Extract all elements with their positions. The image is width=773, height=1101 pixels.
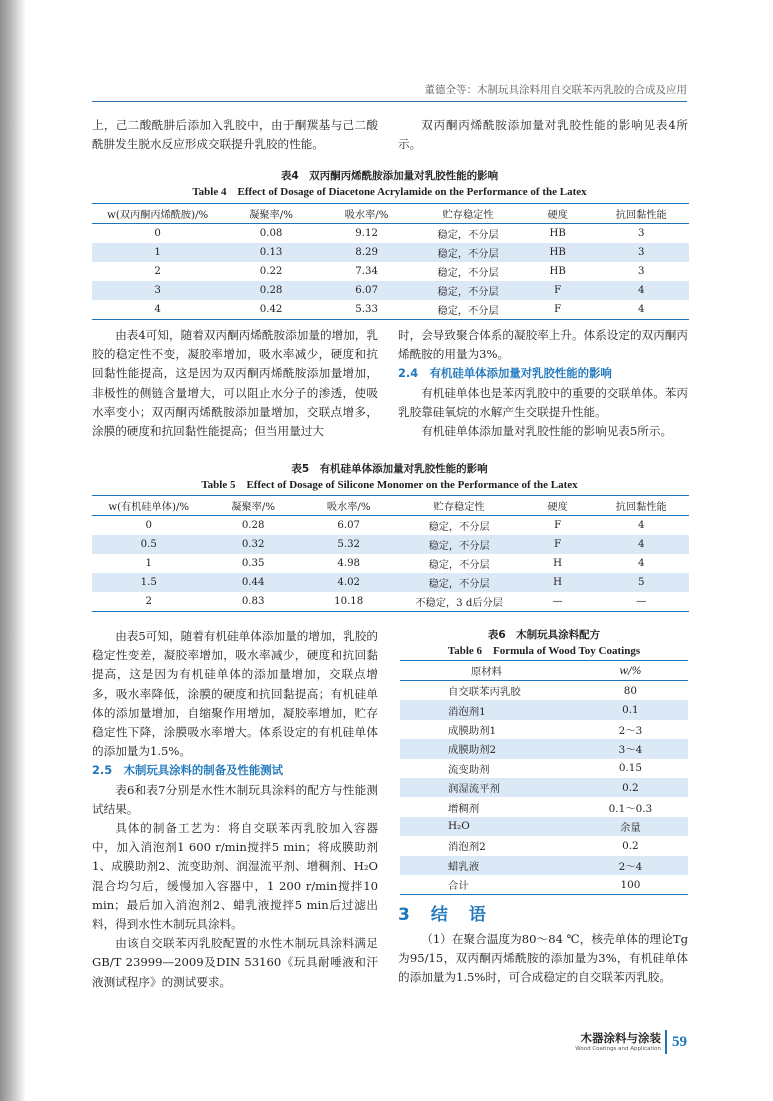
table-cell: 5 xyxy=(593,573,689,592)
table-cell: 消泡剂1 xyxy=(400,700,573,719)
table5-caption xyxy=(92,461,687,493)
table5-title-en: Table 5 Effect of Dosage of Silicone Monomer on the Performance of the Latex xyxy=(201,479,578,491)
paragraph: 有机硅单体添加量对乳胶性能的影响见表5所示。 xyxy=(421,424,673,439)
table-cell: 蜡乳液 xyxy=(400,856,573,875)
table6-header: 原材料 xyxy=(400,661,573,681)
table6-title-en: Table 6 Formula of Wood Toy Coatings xyxy=(447,645,641,657)
table-cell: 不稳定，3 d后分层 xyxy=(396,592,521,612)
table-cell: 0.32 xyxy=(205,535,301,554)
table-cell: HB xyxy=(549,266,566,277)
table-cell: 0.13 xyxy=(223,243,319,262)
page-footer xyxy=(575,1030,687,1054)
table-cell: 10.18 xyxy=(301,592,397,612)
table-row xyxy=(400,759,688,778)
table-cell: 9.12 xyxy=(355,228,378,239)
table-cell: 5.32 xyxy=(301,535,397,554)
table-cell: H₂O xyxy=(400,817,573,836)
table-cell: 3 xyxy=(637,266,645,277)
table4-header: 贮存稳定性 xyxy=(414,204,521,224)
table-row xyxy=(400,700,688,719)
table-cell: 消泡剂2 xyxy=(448,841,486,854)
table-cell: 4 xyxy=(593,300,689,320)
table-cell: 润湿流平剂 xyxy=(400,778,573,797)
table-cell: 5.33 xyxy=(319,300,415,320)
right-top-text xyxy=(398,116,688,154)
table-row xyxy=(400,797,688,816)
table-cell: 0.28 xyxy=(223,281,319,300)
table-cell: 3 xyxy=(92,281,223,300)
table-cell: 稳定，不分层 xyxy=(428,522,490,533)
table5-header: 吸水率/% xyxy=(301,496,397,516)
table-cell: 3 xyxy=(637,228,645,239)
table5-header: w(有机硅单体)/% xyxy=(92,496,205,516)
paragraph: 时，会导致聚合体系的凝胶率上升。体系设定的双丙酮丙烯酰胺的用量为3%。 xyxy=(398,328,688,362)
table4-header: 抗回黏性能 xyxy=(593,204,689,224)
journal-title-zh: 木器涂料与涂装 xyxy=(580,1031,661,1045)
table-cell: 0.2 xyxy=(622,839,639,852)
table-cell: 2 xyxy=(154,266,161,277)
table-cell: — xyxy=(522,592,594,612)
table-row xyxy=(92,535,689,554)
table-cell: 4.98 xyxy=(337,558,361,569)
table-cell: 流变助剂 xyxy=(448,763,490,776)
table-cell: 6.07 xyxy=(337,520,361,531)
table-cell: F xyxy=(554,520,562,531)
table-cell: 0.83 xyxy=(205,592,301,612)
table4-caption xyxy=(92,168,687,200)
table-row xyxy=(92,281,689,300)
table6-caption xyxy=(400,627,688,659)
header-rule xyxy=(92,101,687,102)
table5-header: 贮存稳定性 xyxy=(396,496,521,516)
table-cell: F xyxy=(522,281,594,300)
table-cell: HB xyxy=(549,228,566,239)
table5-title-zh: 表5 有机硅单体添加量对乳胶性能的影响 xyxy=(291,463,488,475)
table-cell: F xyxy=(522,300,594,320)
table-cell: 0.22 xyxy=(259,266,283,277)
table5-header: 硬度 xyxy=(522,496,594,516)
table-row xyxy=(400,856,688,875)
journal-title xyxy=(575,1031,661,1053)
table-cell: 合计 xyxy=(400,875,573,895)
table-cell: — xyxy=(593,592,689,612)
page-number: 59 xyxy=(672,1033,687,1050)
table-cell: 0.28 xyxy=(241,520,265,531)
table-cell: 增稠剂 xyxy=(448,802,480,815)
table4-title-en: Table 4 Effect of Dosage of Diacetone Acrylamide on the Performance of the Latex xyxy=(192,186,587,198)
table-row xyxy=(92,592,689,612)
table-cell: 成膜助剂2 xyxy=(400,739,573,758)
table-cell: 0.2 xyxy=(573,778,688,797)
right-mid-text xyxy=(398,326,688,441)
table-cell: H xyxy=(553,558,563,569)
table-cell: F xyxy=(522,535,594,554)
table-cell: 1 xyxy=(145,558,152,569)
left-mid-text xyxy=(92,326,378,441)
table4-header: w(双丙酮丙烯酰胺)/% xyxy=(92,204,223,224)
table-cell: 1 xyxy=(92,243,223,262)
table-cell: 0.42 xyxy=(223,300,319,320)
table-cell: 0.1 xyxy=(573,700,688,719)
paragraph: 上，己二酸酰肼后添加入乳胶中，由于酮羰基与己二酸酰肼发生脱水反应形成交联提升乳胶的性能。 xyxy=(92,118,378,152)
table-cell: H xyxy=(522,573,594,592)
table-row xyxy=(92,300,689,320)
table-cell: 0.1～0.3 xyxy=(608,802,653,815)
table-row xyxy=(92,224,689,244)
table6-title-zh: 表6 木制玩具涂料配方 xyxy=(487,629,601,641)
table-cell: 稳定，不分层 xyxy=(414,243,521,262)
table-row xyxy=(400,739,688,758)
paragraph: 由表4可知，随着双丙酮丙烯酰胺添加量的增加，乳胶的稳定性不变，凝胶率增加，吸水率减少，硬度和抗回黏性能提高，这是因为双丙酮丙烯酰胺添加量增加，非极性的侧链含量增大，可以阻止水分子的渗透，使吸水率变小；双丙酮丙烯酰胺添加量增加，交联点增多，涂膜的硬度和抗回黏性能提高；但当用量过大 xyxy=(92,328,378,439)
table-cell: 稳定，不分层 xyxy=(396,535,521,554)
table-cell: 稳定，不分层 xyxy=(396,573,521,592)
table-row xyxy=(92,516,689,536)
table5-header: 凝聚率/% xyxy=(205,496,301,516)
table-cell: 4 xyxy=(92,300,223,320)
journal-title-en: Wood Coatings and Application xyxy=(575,1046,661,1052)
table4-title-zh: 表4 双丙酮丙烯酰胺添加量对乳胶性能的影响 xyxy=(280,170,499,182)
table-cell: 0.5 xyxy=(92,535,205,554)
conclusion-section xyxy=(398,902,688,988)
paragraph: 表6和表7分别是水性木制玩具涂料的配方与性能测试结果。 xyxy=(92,782,378,816)
paragraph: 由该自交联苯丙乳胶配置的水性木制玩具涂料满足GB/T 23999—2009及DIN 53160《玩具耐唾液和汗液测试程序》的测试要求。 xyxy=(92,936,378,989)
table-cell: 稳定，不分层 xyxy=(437,268,499,279)
table-cell: 0.35 xyxy=(241,558,265,569)
table-cell: 0.08 xyxy=(259,228,283,239)
table-row xyxy=(400,720,688,739)
table-cell: 4 xyxy=(637,520,645,531)
table-cell: 稳定，不分层 xyxy=(428,560,490,571)
table-cell: 3～4 xyxy=(573,739,688,758)
table-cell: 2～4 xyxy=(573,856,688,875)
table-cell: 100 xyxy=(573,875,688,895)
paragraph: （1）在聚合温度为80～84 ℃，核壳单体的理论Tg为95/15，双丙酮丙烯酰胺的添加量为3%，有机硅单体的添加量为1.5%时，可合成稳定的自交联苯丙乳胶。 xyxy=(398,932,688,985)
table-cell: 3 xyxy=(593,243,689,262)
table-cell: 2～3 xyxy=(618,724,643,737)
section-heading-3: 3 结 语 xyxy=(398,905,488,925)
table-cell: 0 xyxy=(154,228,161,239)
section-heading-2-5: 2.5 木制玩具涂料的制备及性能测试 xyxy=(92,763,284,778)
paragraph: 双丙酮丙烯酰胺添加量对乳胶性能的影响见表4所示。 xyxy=(398,118,688,152)
table-cell: 4 xyxy=(637,558,645,569)
table-cell: 自交联苯丙乳胶 xyxy=(448,686,521,699)
table-cell: 2 xyxy=(92,592,205,612)
table-cell: 成膜助剂1 xyxy=(448,724,497,737)
footer-divider xyxy=(665,1030,667,1054)
table-cell: 0 xyxy=(145,520,152,531)
table-cell: 稳定，不分层 xyxy=(414,281,521,300)
table-cell: 0.15 xyxy=(618,762,642,775)
table-cell: 余量 xyxy=(573,817,688,836)
table-row xyxy=(400,778,688,797)
table-cell: 稳定，不分层 xyxy=(414,300,521,320)
table-cell: HB xyxy=(522,243,594,262)
table-row xyxy=(400,875,688,895)
table5 xyxy=(92,495,689,612)
table6-header: w/% xyxy=(573,661,688,681)
table4-header: 凝聚率/% xyxy=(223,204,319,224)
table-row xyxy=(92,554,689,573)
table5-header: 抗回黏性能 xyxy=(593,496,689,516)
table4-header: 吸水率/% xyxy=(319,204,415,224)
table-cell: 4 xyxy=(593,535,689,554)
section-heading-2-4: 2.4 有机硅单体添加量对乳胶性能的影响 xyxy=(398,366,612,381)
table-cell: 4 xyxy=(593,281,689,300)
table-row xyxy=(400,836,688,855)
table-row xyxy=(92,262,689,281)
table-cell: 80 xyxy=(623,684,638,697)
table-cell: 4.02 xyxy=(301,573,397,592)
table-row xyxy=(400,681,688,701)
table-row xyxy=(92,573,689,592)
table-row xyxy=(92,243,689,262)
paragraph: 由表5可知，随着有机硅单体添加量的增加，乳胶的稳定性变差，凝胶率增加，吸水率减少，硬度和抗回黏提高，这是因为有机硅单体的添加量增加，交联点增多，吸水率降低，涂膜的硬度和抗回黏提高；有机硅单体的添加量增加，自缩聚作用增加，凝胶率增加，贮存稳定性下降，涂膜吸水率增大。体系设定的有机硅单体的添加量为1.5%。 xyxy=(92,629,378,759)
paragraph: 具体的制备工艺为：将自交联苯丙乳胶加入容器中，加入消泡剂1 600 r/min搅拌5 min；将成膜助剂1、成膜助剂2、流变助剂、润湿流平剂、增稠剂、H₂O混合均匀后，缓慢加入容器中，1 200 r/min搅拌10 min；最后加入消泡剂2、蜡乳液搅拌5 min后过滤出料，得到水性木制玩具涂料。 xyxy=(92,821,378,932)
running-header: 董德全等：木制玩具涂料用自交联苯丙乳胶的合成及应用 xyxy=(424,84,687,96)
table-cell: 6.07 xyxy=(319,281,415,300)
paragraph: 有机硅单体也是苯丙乳胶中的重要的交联单体。苯丙乳胶靠硅氧烷的水解产生交联提升性能。 xyxy=(398,385,688,419)
table4 xyxy=(92,203,689,320)
book-spine-shadow xyxy=(0,0,26,1101)
table-row xyxy=(400,817,688,836)
table-cell: 稳定，不分层 xyxy=(437,230,499,241)
table4-header: 硬度 xyxy=(522,204,594,224)
table-cell: 7.34 xyxy=(355,266,378,277)
table-cell: 8.29 xyxy=(319,243,415,262)
left-top-text xyxy=(92,116,378,154)
table-cell: 0.44 xyxy=(205,573,301,592)
left-bottom-text xyxy=(92,627,378,992)
table-cell: 1.5 xyxy=(92,573,205,592)
table6 xyxy=(400,660,688,895)
